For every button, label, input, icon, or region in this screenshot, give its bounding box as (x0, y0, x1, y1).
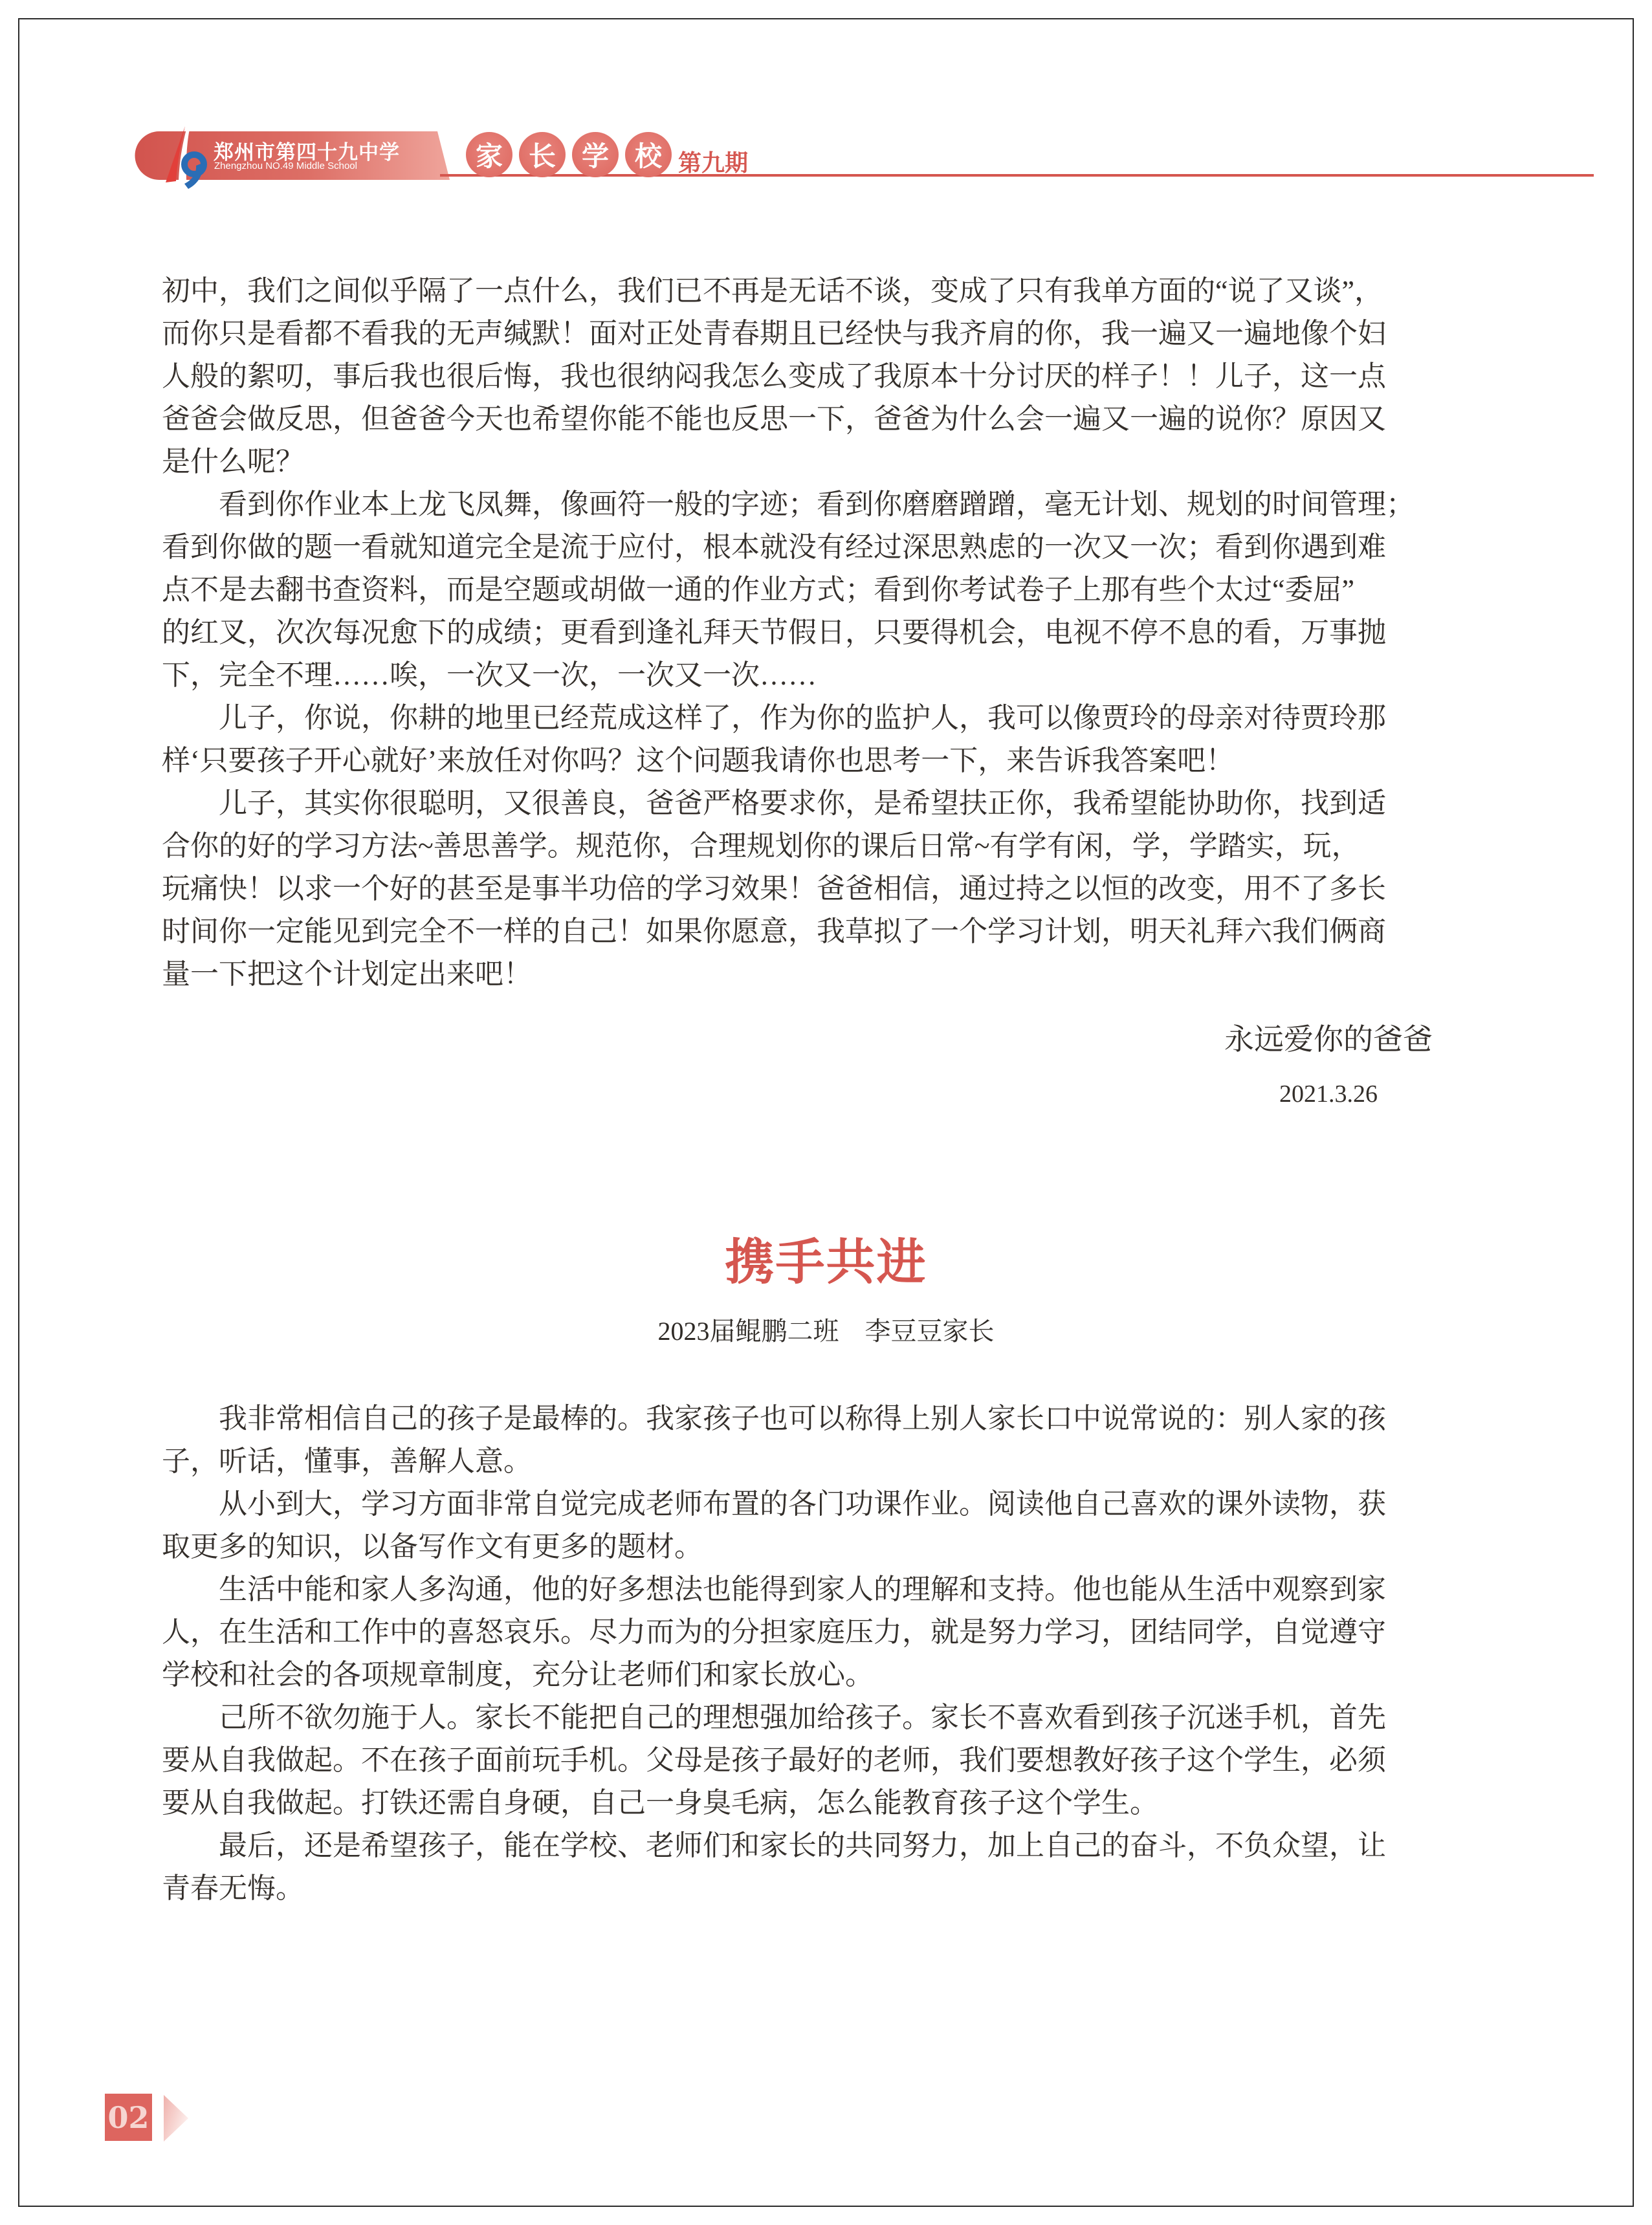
text-line: 看到你作业本上龙飞凤舞，像画符一般的字迹；看到你磨磨蹭蹭，毫无计划、规划的时间管理； (219, 488, 1415, 520)
essay-title: 携手共进 (725, 1235, 927, 1290)
text-line: 而你只是看都不看我的无声缄默！面对正处青春期且已经快与我齐肩的你，我一遍又一遍地像个妇 (162, 318, 1386, 349)
essay-body (162, 1397, 1508, 1910)
text-line: 儿子，你说，你耕的地里已经荒成这样了，作为你的监护人，我可以像贾玲的母亲对待贾玲那 (219, 702, 1386, 734)
letter-body (162, 270, 1508, 996)
masthead-badge: 长 (519, 132, 566, 177)
masthead-badge: 校 (625, 132, 672, 177)
text-line: 时间你一定能见到完全不一样的自己！如果你愿意，我草拟了一个学习计划，明天礼拜六我们俩商 (162, 915, 1386, 947)
text-line: 玩痛快！以求一个好的甚至是事半功倍的学习效果！爸爸相信，通过持之以恒的改变，用不了多长 (162, 873, 1386, 904)
text-line: 初中，我们之间似乎隔了一点什么，我们已不再是无话不谈，变成了只有我单方面的“说了又谈”， (162, 275, 1383, 307)
masthead-badge: 学 (572, 132, 619, 177)
text-line: 是什么呢？ (162, 446, 304, 477)
text-line: 取更多的知识，以备写作文有更多的题材。 (162, 1531, 703, 1562)
text-line: 量一下把这个计划定出来吧！ (162, 958, 532, 990)
text-line: 爸爸会做反思，但爸爸今天也希望你能不能也反思一下，爸爸为什么会一遍又一遍的说你？原因又 (162, 403, 1386, 435)
letter-signature: 永远爱你的爸爸 (1224, 1023, 1433, 1056)
text-line: 最后，还是希望孩子，能在学校、老师们和家长的共同努力，加上自己的奋斗，不负众望，让 (219, 1830, 1386, 1861)
text-line: 生活中能和家人多沟通，他的好多想法也能得到家人的理解和支持。他也能从生活中观察到家 (219, 1573, 1386, 1605)
text-line: 我非常相信自己的孩子是最棒的。我家孩子也可以称得上别人家长口中说常说的：别人家的孩 (219, 1403, 1386, 1434)
text-line: 点不是去翻书查资料，而是空题或胡做一通的作业方式；看到你考试卷子上那有些个太过“委屈” (162, 574, 1355, 606)
text-line: 儿子，其实你很聪明，又很善良，爸爸严格要求你，是希望扶正你，我希望能协助你，找到适 (219, 787, 1386, 819)
text-line: 要从自我做起。不在孩子面前玩手机。父母是孩子最好的老师，我们要想教好孩子这个学生，必须 (162, 1744, 1386, 1776)
text-line: 己所不欲勿施于人。家长不能把自己的理想强加给孩子。家长不喜欢看到孩子沉迷手机，首先 (219, 1702, 1386, 1733)
text-line: 样‘只要孩子开心就好’来放任对你吗？这个问题我请你也思考一下，来告诉我答案吧！ (162, 745, 1235, 776)
text-line: 合你的好的学习方法~善思善学。规范你，合理规划你的课后日常~有学有闲，学，学踏实，玩， (162, 830, 1360, 862)
text-line: 的红叉，次次每况愈下的成绩；更看到逢礼拜天节假日，只要得机会，电视不停不息的看，万事抛 (162, 617, 1386, 648)
masthead-badge: 家 (466, 132, 512, 177)
page-number-arrow-icon (164, 2095, 190, 2142)
school-logo-icon (158, 124, 212, 189)
letter-date: 2021.3.26 (1279, 1080, 1378, 1108)
text-line: 要从自我做起。打铁还需自身硬，自己一身臭毛病，怎么能教育孩子这个学生。 (162, 1787, 1158, 1819)
masthead-badges (466, 132, 672, 177)
issue-label: 第九期 (678, 149, 749, 176)
page-number-badge: 02 (105, 2094, 152, 2141)
school-banner (135, 131, 450, 180)
text-line: 下，完全不理……唉，一次又一次，一次又一次…… (162, 659, 817, 691)
text-line: 从小到大，学习方面非常自觉完成老师布置的各门功课作业。阅读他自己喜欢的课外读物，获 (219, 1488, 1386, 1520)
school-name-english: Zhengzhou NO.49 Middle School (214, 160, 357, 171)
text-line: 学校和社会的各项规章制度，充分让老师们和家长放心。 (162, 1659, 874, 1691)
text-line: 人，在生活和工作中的喜怒哀乐。尽力而为的分担家庭压力，就是努力学习，团结同学，自觉遵守 (162, 1616, 1386, 1648)
text-line: 看到你做的题一看就知道完全是流于应付，根本就没有经过深思熟虑的一次又一次；看到你遇到难 (162, 531, 1386, 563)
essay-byline: 2023届鲲鹏二班 李豆豆家长 (657, 1317, 995, 1346)
text-line: 人般的絮叨，事后我也很后悔，我也很纳闷我怎么变成了我原本十分讨厌的样子！！儿子，这一点 (162, 360, 1386, 392)
text-line: 青春无悔。 (162, 1872, 304, 1904)
school-name-chinese: 郑州市第四十九中学 (214, 141, 400, 164)
letter-signature-block (1218, 1024, 1438, 1108)
text-line: 子，听话，懂事，善解人意。 (162, 1445, 532, 1477)
